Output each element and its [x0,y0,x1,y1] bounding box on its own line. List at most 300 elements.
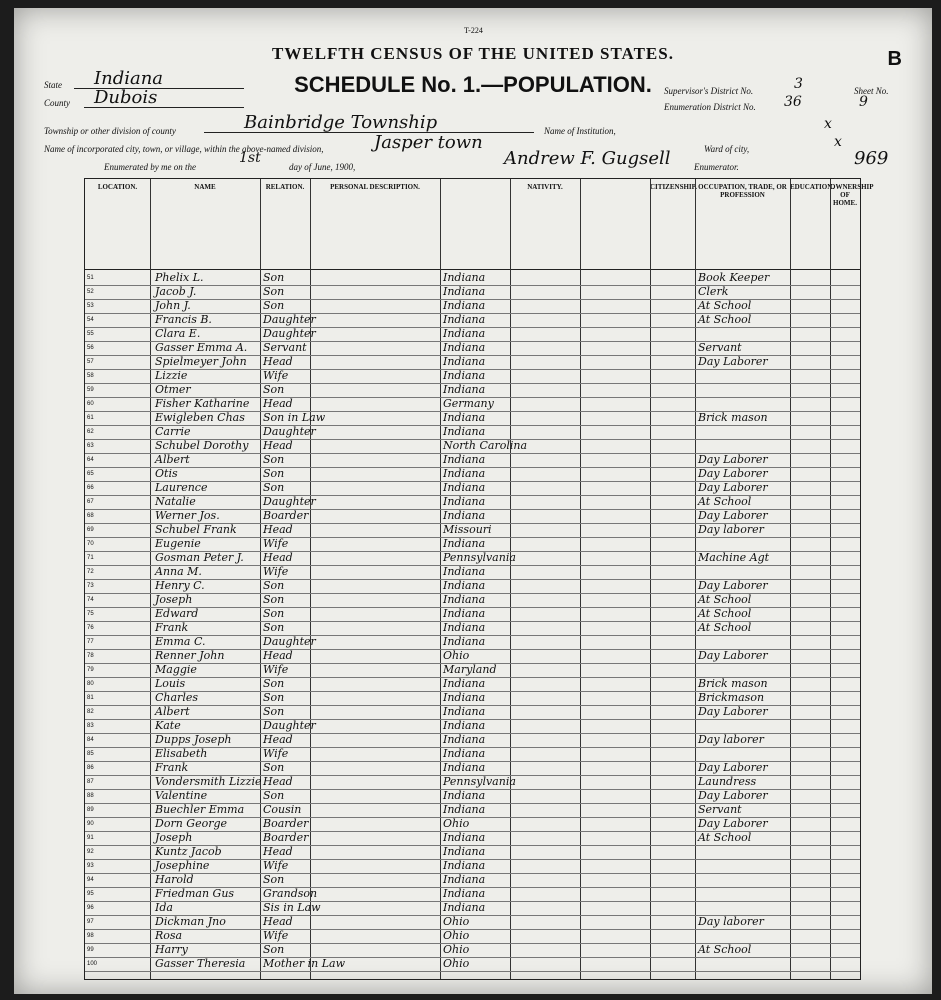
birthplace: Indiana [443,873,486,886]
line-number: 88 [87,793,94,799]
relation: Son [263,621,285,634]
nativity-header: NATIVITY. [527,183,563,191]
line-number: 63 [87,443,94,449]
occupation [698,845,788,859]
ward-label: Ward of city, [704,144,750,154]
relation: Cousin [263,803,302,816]
line-number: 100 [87,961,98,967]
person-name: John J. [155,299,191,312]
enumerator-name: Andrew F. Gugsell [504,148,671,169]
sheet-no-value: 9 [859,94,868,110]
enumerated-label-1: Enumerated by me on the [104,162,196,172]
birthplace: Pennsylvania [443,551,516,564]
table-row [85,481,860,496]
county-underline [84,107,244,108]
person-name: Joseph [155,831,193,844]
person-name: Spielmeyer John [155,355,247,368]
line-number: 75 [87,611,94,617]
occupation: Machine Agt [698,551,770,564]
birthplace: Indiana [443,327,486,340]
supervisor-value: 3 [794,76,803,92]
occupation: At School [698,621,752,634]
occupation [698,439,788,453]
person-name: Francis B. [155,313,212,326]
page-title: TWELFTH CENSUS OF THE UNITED STATES. [272,44,674,63]
occupation [698,719,788,733]
occupation: Day Laborer [698,649,768,662]
table-row [85,845,860,860]
table-row [85,635,860,650]
line-number: 81 [87,695,94,701]
person-name: Dorn George [155,817,228,830]
relation: Son [263,677,285,690]
birthplace: Indiana [443,537,486,550]
table-row [85,607,860,622]
relation: Boarder [263,817,309,830]
table-row [85,831,860,846]
person-name: Josephine [155,859,210,872]
enum-district-value: 36 [784,94,802,110]
birthplace: Ohio [443,957,470,970]
line-number: 98 [87,933,94,939]
institution-label: Name of Institution, [544,126,616,136]
relation: Son [263,383,285,396]
line-number: 82 [87,709,94,715]
table-row [85,915,860,930]
line-number: 51 [87,275,94,281]
relation: Boarder [263,831,309,844]
person-name: Otis [155,467,178,480]
person-name: Vondersmith Lizzie [155,775,262,788]
occupation: Day Laborer [698,453,768,466]
birthplace: Missouri [443,523,492,536]
occupation: At School [698,607,752,620]
relation: Son [263,271,285,284]
table-row [85,537,860,552]
birthplace: Indiana [443,705,486,718]
relation: Head [263,397,293,410]
person-name: Dupps Joseph [155,733,232,746]
person-name: Emma C. [155,635,206,648]
enumerator-label: Enumerator. [694,162,739,172]
relation: Son [263,691,285,704]
birthplace: Indiana [443,901,486,914]
line-number: 94 [87,877,94,883]
relation: Son [263,607,285,620]
table-row [85,453,860,468]
birthplace: Ohio [443,817,470,830]
person-name: Frank [155,621,189,634]
institution-mark: x [824,116,832,132]
person-name: Harold [155,873,194,886]
person-name: Frank [155,761,189,774]
line-number: 78 [87,653,94,659]
table-row [85,677,860,692]
person-name: Gasser Emma A. [155,341,248,354]
occupation: Brick mason [698,411,768,424]
birthplace: Indiana [443,453,486,466]
relation-header: RELATION. [265,183,305,191]
occupation: At School [698,495,752,508]
state-label: State [44,80,62,90]
table-row [85,327,860,342]
relation: Wife [263,663,289,676]
line-number: 65 [87,471,94,477]
person-name: Fisher Katharine [155,397,250,410]
table-row [85,341,860,356]
line-number: 55 [87,331,94,337]
occupation: Clerk [698,285,729,298]
birthplace: North Carolina [443,439,528,452]
birthplace: Indiana [443,691,486,704]
county-value: Dubois [94,87,158,108]
relation: Daughter [263,719,316,732]
person-name: Anna M. [155,565,202,578]
person-name: Dickman Jno [155,915,226,928]
occupation [698,859,788,873]
relation: Son [263,299,285,312]
person-name: Louis [155,677,186,690]
birthplace: Indiana [443,677,486,690]
person-name: Rosa [155,929,183,942]
line-number: 71 [87,555,94,561]
person-name: Otmer [155,383,191,396]
occupation: Laundress [698,775,757,788]
person-name: Joseph [155,593,193,606]
line-number: 59 [87,387,94,393]
birthplace: Indiana [443,383,486,396]
person-name: Schubel Frank [155,523,237,536]
occupation: Day laborer [698,915,764,928]
birthplace: Indiana [443,509,486,522]
relation: Wife [263,565,289,578]
occupation: Day Laborer [698,509,768,522]
table-row [85,313,860,328]
person-name: Valentine [155,789,208,802]
person-name: Clara E. [155,327,201,340]
person-name: Laurence [155,481,208,494]
person-name: Kate [155,719,181,732]
relation: Son [263,453,285,466]
table-row [85,817,860,832]
occupation: Brickmason [698,691,765,704]
line-number: 99 [87,947,94,953]
line-number: 96 [87,905,94,911]
table-row [85,733,860,748]
person-name: Ida [155,901,173,914]
person-name: Friedman Gus [155,887,235,900]
occupation: Day Laborer [698,789,768,802]
census-sheet [14,8,932,994]
occupation: Day Laborer [698,467,768,480]
table-row [85,929,860,944]
occupation: At School [698,299,752,312]
relation: Boarder [263,509,309,522]
birthplace: Indiana [443,425,486,438]
line-number: 60 [87,401,94,407]
occupation [698,327,788,341]
relation: Mother in Law [263,957,346,970]
table-row [85,663,860,678]
occupation: Day Laborer [698,761,768,774]
table-row [85,719,860,734]
state-value: Indiana [94,68,164,89]
birthplace: Indiana [443,607,486,620]
table-row [85,551,860,566]
table-row [85,369,860,384]
birthplace: Ohio [443,929,470,942]
table-row [85,775,860,790]
table-row [85,789,860,804]
line-number: 70 [87,541,94,547]
birthplace: Ohio [443,943,470,956]
birthplace: Indiana [443,593,486,606]
relation: Head [263,915,293,928]
person-name: Lizzie [155,369,188,382]
relation: Head [263,439,293,452]
birthplace: Indiana [443,803,486,816]
person-name: Albert [155,453,190,466]
occupation [698,537,788,551]
birthplace: Indiana [443,565,486,578]
person-name: Natalie [155,495,196,508]
table-row [85,873,860,888]
occupation: Day Laborer [698,705,768,718]
relation: Daughter [263,495,316,508]
occupation: At School [698,831,752,844]
relation: Servant [263,341,307,354]
person-name: Maggie [155,663,197,676]
table-row [85,299,860,314]
relation: Head [263,523,293,536]
table-row [85,943,860,958]
person-name: Elisabeth [155,747,208,760]
table-row [85,593,860,608]
relation: Son [263,285,285,298]
line-number: 53 [87,303,94,309]
birthplace: Indiana [443,621,486,634]
occupation: Day laborer [698,523,764,536]
line-number: 83 [87,723,94,729]
occupation: Brick mason [698,677,768,690]
birthplace: Germany [443,397,494,410]
birthplace: Indiana [443,369,486,382]
table-row [85,425,860,440]
line-number: 74 [87,597,94,603]
enumerated-label-2: day of June, 1900, [289,162,356,172]
birthplace: Pennsylvania [443,775,516,788]
relation: Head [263,733,293,746]
line-number: 80 [87,681,94,687]
line-number: 84 [87,737,94,743]
birthplace: Ohio [443,649,470,662]
personal-header: PERSONAL DESCRIPTION. [330,183,420,191]
occupation [698,929,788,943]
relation: Daughter [263,327,316,340]
occupation [698,957,788,971]
birthplace: Indiana [443,481,486,494]
person-name: Albert [155,705,190,718]
person-name: Phelix L. [155,271,204,284]
person-name: Gasser Theresia [155,957,246,970]
township-underline [204,132,534,133]
table-row [85,285,860,300]
table-row [85,887,860,902]
line-number: 61 [87,415,94,421]
occupation: Servant [698,803,742,816]
line-number: 73 [87,583,94,589]
relation: Son [263,873,285,886]
table-row [85,509,860,524]
line-number: 66 [87,485,94,491]
occupation [698,397,788,411]
line-number: 92 [87,849,94,855]
relation: Daughter [263,313,316,326]
occupation [698,747,788,761]
relation: Wife [263,537,289,550]
relation: Head [263,551,293,564]
line-number: 90 [87,821,94,827]
person-name: Schubel Dorothy [155,439,249,452]
relation: Wife [263,859,289,872]
form-code: T-224 [464,26,483,35]
birthplace: Indiana [443,341,486,354]
birthplace: Indiana [443,495,486,508]
birthplace: Indiana [443,747,486,760]
citizenship-header: CITIZENSHIP. [650,183,698,191]
relation: Son [263,481,285,494]
line-number: 64 [87,457,94,463]
name-header: NAME [194,183,216,191]
table-row [85,439,860,454]
table-row [85,467,860,482]
relation: Daughter [263,425,316,438]
table-row [85,397,860,412]
relation: Wife [263,369,289,382]
table-row [85,411,860,426]
occupation [698,369,788,383]
person-name: Carrie [155,425,191,438]
relation: Son [263,761,285,774]
occupation-header: OCCUPATION, TRADE, OR PROFESSION [698,183,787,199]
sheet-letter: B [887,48,902,70]
occupation [698,887,788,901]
line-number: 58 [87,373,94,379]
supervisor-label: Supervisor's District No. [664,86,754,96]
line-number: 67 [87,499,94,505]
occupation: Day Laborer [698,817,768,830]
occupation [698,383,788,397]
relation: Wife [263,929,289,942]
relation: Son [263,705,285,718]
stamp-number: 969 [854,148,889,169]
person-name: Charles [155,691,198,704]
occupation: Day Laborer [698,355,768,368]
person-name: Henry C. [155,579,205,592]
sheet-no-label: Sheet No. [854,86,889,96]
birthplace: Indiana [443,411,486,424]
table-header [85,179,874,270]
table-row [85,271,860,286]
line-number: 97 [87,919,94,925]
birthplace: Indiana [443,845,486,858]
education-header: EDUCATION. [790,183,835,191]
relation: Son [263,943,285,956]
table-row [85,621,860,636]
relation: Grandson [263,887,318,900]
line-number: 95 [87,891,94,897]
relation: Sis in Law [263,901,321,914]
enumerated-day: 1st [239,150,261,166]
table-row [85,383,860,398]
relation: Daughter [263,635,316,648]
birthplace: Indiana [443,719,486,732]
occupation: At School [698,313,752,326]
occupation: Servant [698,341,742,354]
birthplace: Indiana [443,789,486,802]
birthplace: Indiana [443,635,486,648]
line-number: 77 [87,639,94,645]
occupation [698,425,788,439]
township-value: Bainbridge Township [244,112,438,133]
relation: Head [263,649,293,662]
table-row [85,579,860,594]
relation: Son in Law [263,411,326,424]
person-name: Ewigleben Chas [155,411,245,424]
relation: Son [263,593,285,606]
birthplace: Indiana [443,355,486,368]
line-number: 87 [87,779,94,785]
birthplace: Indiana [443,271,486,284]
table-row [85,803,860,818]
line-number: 57 [87,359,94,365]
table-row [85,523,860,538]
line-number: 69 [87,527,94,533]
person-name: Renner John [155,649,225,662]
relation: Son [263,789,285,802]
birthplace: Indiana [443,579,486,592]
occupation: Day Laborer [698,481,768,494]
relation: Head [263,775,293,788]
table-row [85,901,860,916]
person-name: Eugenie [155,537,201,550]
birthplace: Maryland [443,663,497,676]
table-row [85,705,860,720]
line-number: 76 [87,625,94,631]
relation: Head [263,845,293,858]
county-label: County [44,98,70,108]
line-number: 86 [87,765,94,771]
occupation: Day Laborer [698,579,768,592]
location-header: LOCATION. [97,183,138,191]
schedule-title: SCHEDULE No. 1.—POPULATION. [294,72,652,97]
line-number: 62 [87,429,94,435]
birthplace: Indiana [443,733,486,746]
line-number: 91 [87,835,94,841]
relation: Son [263,579,285,592]
city-value: Jasper town [374,132,483,153]
enum-district-label: Enumeration District No. [664,102,756,112]
occupation: At School [698,943,752,956]
birthplace: Indiana [443,285,486,298]
line-number: 72 [87,569,94,575]
line-number: 85 [87,751,94,757]
table-row [85,957,860,972]
occupation: At School [698,593,752,606]
person-name: Gosman Peter J. [155,551,244,564]
birthplace: Ohio [443,915,470,928]
birthplace: Indiana [443,831,486,844]
